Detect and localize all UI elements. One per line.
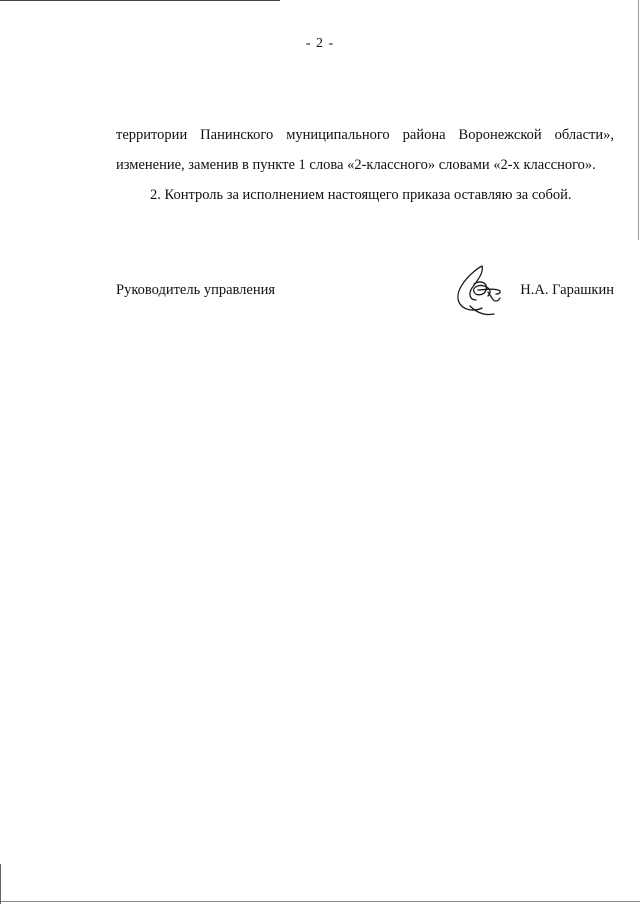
scan-edge-bottom bbox=[0, 901, 640, 902]
paragraph-continuation bbox=[116, 120, 614, 180]
handwritten-signature-icon bbox=[448, 262, 510, 318]
signer-name: Н.А. Гарашкин bbox=[520, 282, 614, 298]
signature-block bbox=[116, 262, 614, 322]
paragraph-1-line-1: территории Панинского муниципального района Воронежской области», bbox=[116, 127, 614, 143]
scan-edge-top bbox=[0, 0, 280, 1]
scan-edge-left bbox=[0, 864, 1, 904]
paragraph-1-line-2: изменение, заменив в пункте 1 слова «2-классного» словами «2-х классного». bbox=[116, 157, 596, 173]
page-number: - 2 - bbox=[305, 36, 335, 51]
paragraph-2: 2. Контроль за исполнением настоящего приказа оставляю за собой. bbox=[150, 187, 572, 203]
signer-position: Руководитель управления bbox=[116, 282, 276, 298]
